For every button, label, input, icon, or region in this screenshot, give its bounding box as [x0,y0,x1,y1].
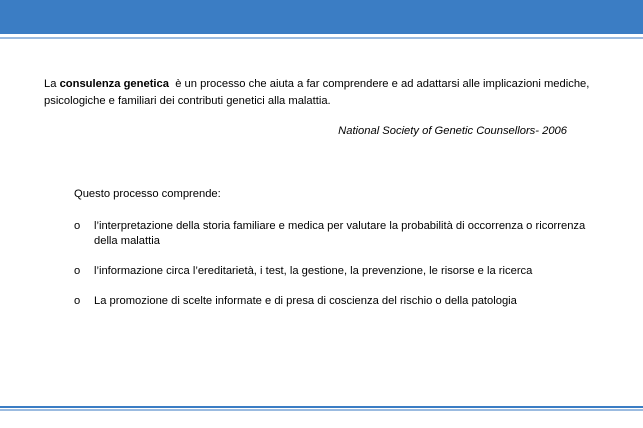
bullet-icon: o [74,265,81,277]
list-item [74,219,594,264]
definition-paragraph [44,76,624,110]
bullet-icon: o [74,220,81,232]
citation: National Society of Genetic Counsellors- 2006 [338,125,567,137]
definition-term: consulenza genetica [59,78,169,90]
list-item-text: La promozione di scelte informate e di presa di coscienza del rischio o della patologia [94,295,517,307]
list-lead: Questo processo comprende: [74,188,221,200]
list-item-text: l’interpretazione della storia familiare e medica per valutare la probabilità di occorrenza o ricorrenza della malattia [94,220,586,247]
bullet-icon: o [74,295,81,307]
footer-divider-dark [0,406,643,408]
list-item [74,264,594,294]
process-list [74,219,594,309]
header-bar [0,0,643,34]
list-item-text: l’informazione circa l’ereditarietà, i test, la gestione, la prevenzione, le risorse e la ricerca [94,265,533,277]
definition-text: è un processo che aiuta a far comprendere e ad adattarsi alle implicazioni mediche, psicologiche e familiari dei contributi genetici alla malattia. [44,78,593,107]
list-item [74,294,594,309]
footer-divider-light [0,409,643,411]
header-divider [0,37,643,39]
definition-prefix: La [44,78,60,90]
